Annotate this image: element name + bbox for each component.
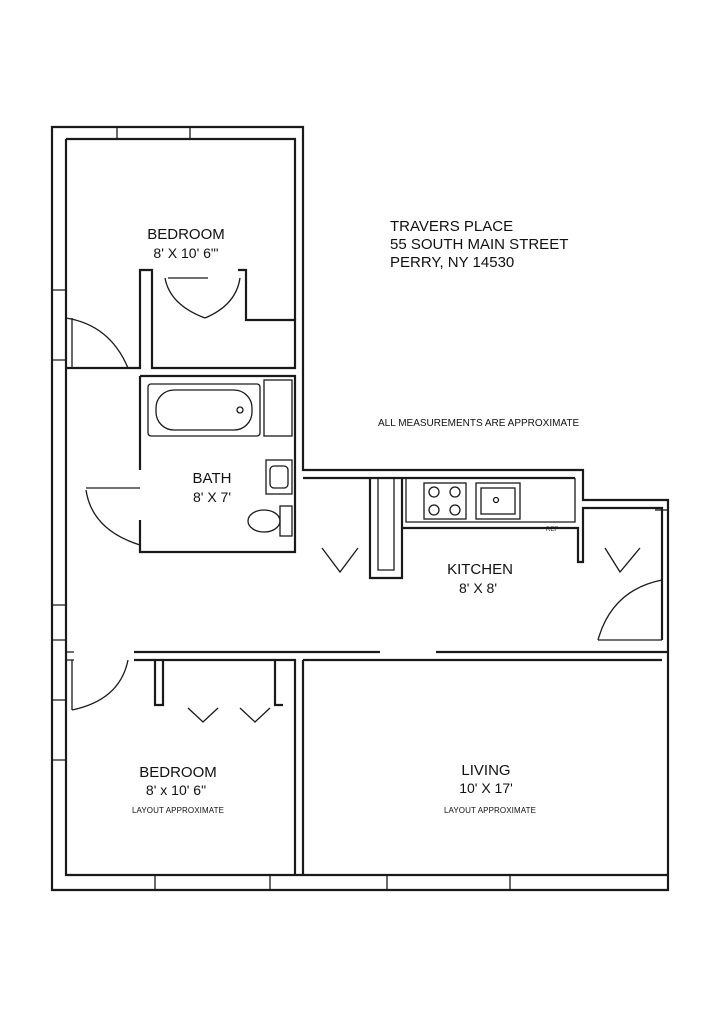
living-name: LIVING (461, 762, 511, 779)
bedroom-top-size: 8' X 10' 6"' (153, 245, 219, 261)
measurement-disclaimer: ALL MEASUREMENTS ARE APPROXIMATE (378, 418, 580, 429)
bedroom-top-name: BEDROOM (147, 226, 225, 243)
living-size: 10' X 17' (459, 780, 513, 796)
ref-label: REF (546, 527, 558, 533)
bedroom-bottom-name: BEDROOM (139, 764, 217, 781)
bath-name: BATH (192, 470, 232, 487)
bath-walls (86, 376, 295, 552)
address-block (390, 218, 568, 272)
address-line-3: PERRY, NY 14530 (390, 254, 515, 271)
address-line-1: TRAVERS PLACE (390, 218, 514, 235)
bedroom-bottom-note: LAYOUT APPROXIMATE (131, 806, 225, 815)
kitchen-name: KITCHEN (447, 561, 513, 578)
kitchen-size: 8' X 8' (458, 580, 498, 596)
bedroom-bottom-size: 8' x 10' 6" (145, 782, 207, 798)
living-note: LAYOUT APPROXIMATE (443, 806, 537, 815)
address-line-2: 55 SOUTH MAIN STREET (390, 236, 569, 253)
bedroom-top-walls (66, 270, 295, 368)
kitchen-walls (322, 478, 662, 640)
bath-size: 8' X 7' (192, 489, 232, 505)
